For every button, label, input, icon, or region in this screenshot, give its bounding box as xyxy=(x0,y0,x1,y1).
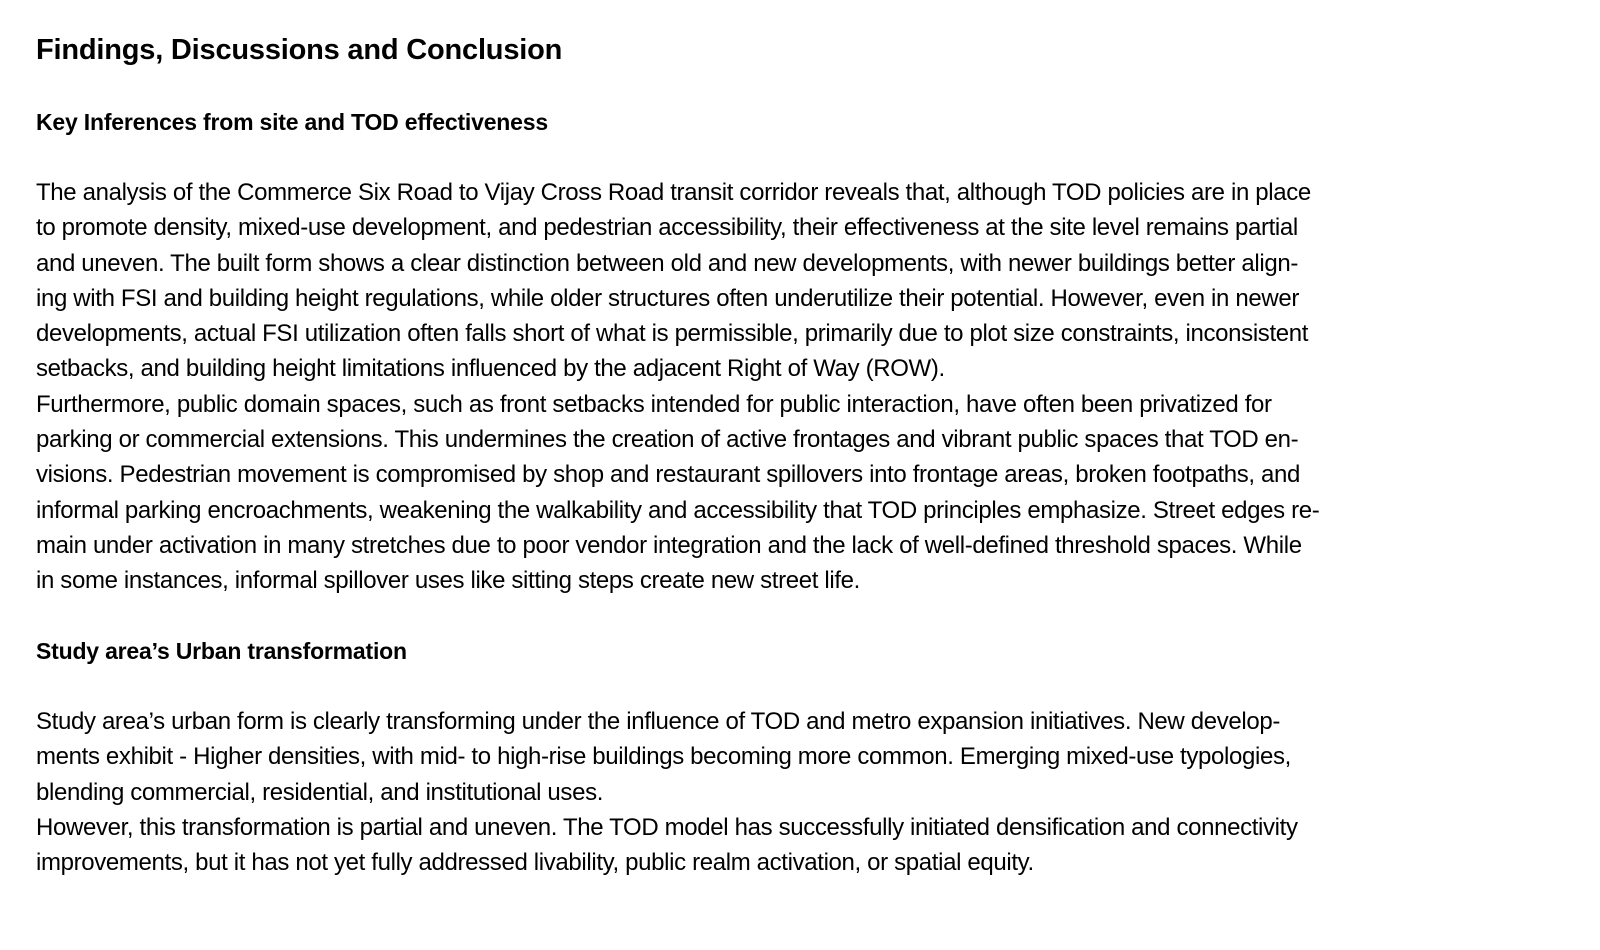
paragraph-urban-transformation xyxy=(36,704,1576,880)
text-line: to promote density, mixed-use development, and pedestrian accessibility, their effectiveness at the site level remains partial xyxy=(36,214,1298,242)
text-line: ments exhibit - Higher densities, with mid- to high-rise buildings becoming more common. Emerging mixed-use typologies, xyxy=(36,743,1291,771)
text-line: and uneven. The built form shows a clear distinction between old and new developments, with newer buildings better align- xyxy=(36,249,1298,277)
text-line: in some instances, informal spillover uses like sitting steps create new street life. xyxy=(36,567,860,595)
text-line: improvements, but it has not yet fully addressed livability, public realm activation, or spatial equity. xyxy=(36,849,1034,877)
text-line: developments, actual FSI utilization often falls short of what is permissible, primarily due to plot size constraints, inconsistent xyxy=(36,320,1309,348)
text-line: visions. Pedestrian movement is compromised by shop and restaurant spillovers into frontage areas, broken footpaths, and xyxy=(36,461,1301,489)
text-line: However, this transformation is partial and uneven. The TOD model has successfully initiated densification and connectivity xyxy=(36,813,1298,841)
text-line: setbacks, and building height limitations influenced by the adjacent Right of Way (ROW). xyxy=(36,355,945,383)
section-heading-urban-transformation: Study area’s Urban transformation xyxy=(36,638,407,664)
text-line: Study area’s urban form is clearly transforming under the influence of TOD and metro expansion initiatives. New develop- xyxy=(36,708,1280,735)
text-line: The analysis of the Commerce Six Road to Vijay Cross Road transit corridor reveals that, although TOD policies are in place xyxy=(36,179,1311,206)
section-heading-key-inferences: Key Inferences from site and TOD effectiveness xyxy=(36,109,548,135)
text-line: Furthermore, public domain spaces, such as front setbacks intended for public interaction, have often been privatized for xyxy=(36,390,1272,418)
text-line: ing with FSI and building height regulations, while older structures often underutilize their potential. However, even in newer xyxy=(36,284,1299,312)
text-line: informal parking encroachments, weakening the walkability and accessibility that TOD principles emphasize. Street edges re- xyxy=(36,496,1320,524)
text-line: parking or commercial extensions. This undermines the creation of active frontages and vibrant public spaces that TOD en- xyxy=(36,426,1299,454)
page-title: Findings, Discussions and Conclusion xyxy=(36,34,563,66)
text-line: blending commercial, residential, and institutional uses. xyxy=(36,778,604,806)
paragraph-key-inferences xyxy=(36,175,1576,599)
text-line: main under activation in many stretches due to poor vendor integration and the lack of well-defined threshold spaces. While xyxy=(36,531,1302,559)
